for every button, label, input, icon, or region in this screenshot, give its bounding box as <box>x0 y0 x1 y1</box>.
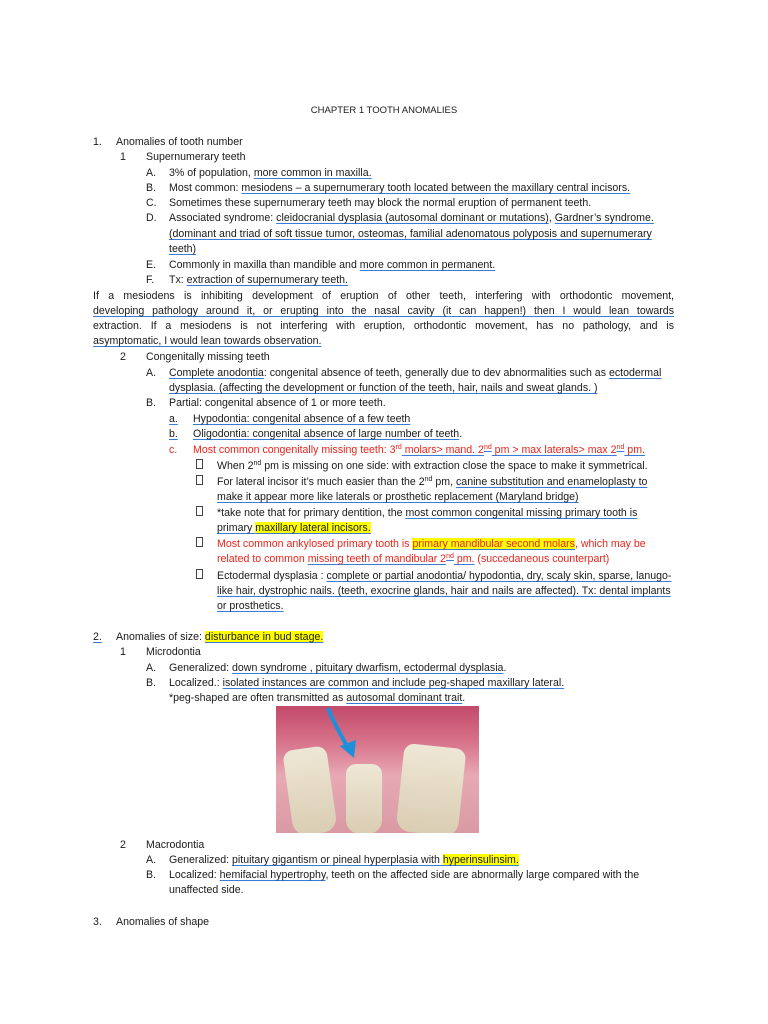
item-D-text: Associated syndrome: cleidocranial dysplasia (autosomal dominant or mutations), Gardner’s syndrome. <box>169 212 654 224</box>
box-bullet-icon <box>196 506 203 516</box>
item-D-marker: D. <box>146 212 157 224</box>
sub-1-label: Supernumerary teeth <box>146 151 246 163</box>
chapter-title: CHAPTER 1 TOOTH ANOMALIES <box>310 105 458 116</box>
item-2A-text: Complete anodontia: congenital absence of teeth, generally due to dev abnormalities such as ectodermal <box>169 367 662 379</box>
item-b-marker: b. <box>169 428 178 440</box>
item-C-text: Sometimes these supernumerary teeth may block the normal eruption of permanent teeth. <box>169 197 592 209</box>
item-F-marker: F. <box>146 274 155 286</box>
macro-A-marker: A. <box>146 854 157 866</box>
bullet-3-text-line2: primary maxillary lateral incisors. <box>217 522 371 534</box>
box-bullet-icon <box>196 537 203 547</box>
sub-micro-label: Microdontia <box>146 646 201 658</box>
item-B-text: Most common: mesiodens – a supernumerary tooth located between the maxillary central incisors. <box>169 182 631 194</box>
bullet-marker <box>196 569 203 583</box>
item-2A-text-line2: dysplasia. (affecting the development or function of the teeth, hair, nails and sweat glands. ) <box>169 382 598 394</box>
bullet-3-text: *take note that for primary dentition, the most common congenital missing primary tooth is <box>217 507 638 519</box>
sub-2-label: Congenitally missing teeth <box>146 351 270 363</box>
box-bullet-icon <box>196 569 203 579</box>
bullet-marker <box>196 506 203 520</box>
sub-macro-label: Macrodontia <box>146 839 205 851</box>
sub-1-number: 1 <box>120 151 126 163</box>
sub-micro-number: 1 <box>120 646 126 658</box>
bullet-5-text: Ectodermal dysplasia : complete or partial anodontia/ hypodontia, dry, scaly skin, sparse, lanugo- <box>217 570 672 582</box>
bullet-2-text-line2: make it appear more like laterals or prosthetic replacement (Maryland bridge) <box>217 491 579 503</box>
bullet-5-text-line3: or prosthetics. <box>217 600 284 612</box>
item-c-text: Most common congenitally missing teeth: 3rd molars> mand. 2nd pm > max laterals> max 2nd pm. <box>193 444 645 456</box>
item-F-text: Tx: extraction of supernumerary teeth. <box>169 274 348 286</box>
item-b-text: Oligodontia: congenital absence of large number of teeth. <box>193 428 463 440</box>
item-E-marker: E. <box>146 259 157 271</box>
item-2B-text: Partial: congenital absence of 1 or more teeth. <box>169 397 386 409</box>
bullet-4-text: Most common ankylosed primary tooth is primary mandibular second molars, which may be <box>217 538 646 550</box>
section-2-number: 2. <box>93 631 102 643</box>
blue-arrow-icon <box>276 706 479 833</box>
micro-B-text: Localized.: isolated instances are common and include peg-shaped maxillary lateral. <box>169 677 565 689</box>
section-1-heading: Anomalies of tooth number <box>116 136 243 148</box>
paragraph-line-4: asymptomatic, I would lean towards observation. <box>93 335 322 347</box>
box-bullet-icon <box>196 475 203 485</box>
bullet-1-text: When 2nd pm is missing on one side: with extraction close the space to make it symmetrical. <box>217 460 648 472</box>
macro-B-marker: B. <box>146 869 157 881</box>
micro-B-marker: B. <box>146 677 157 689</box>
item-C-marker: C. <box>146 197 157 209</box>
bullet-4-text-line2: related to common missing teeth of mandibular 2nd pm. (succedaneous counterpart) <box>217 553 610 565</box>
micro-note: *peg-shaped are often transmitted as autosomal dominant trait. <box>169 692 466 704</box>
sub-macro-number: 2 <box>120 839 126 851</box>
item-E-text: Commonly in maxilla than mandible and more common in permanent. <box>169 259 496 271</box>
bullet-2-text: For lateral incisor it’s much easier than the 2nd pm, canine substitution and enameloplasty to <box>217 476 648 488</box>
item-D-text-line3: teeth) <box>169 243 197 255</box>
bullet-marker <box>196 475 203 489</box>
bullet-marker <box>196 537 203 551</box>
micro-A-marker: A. <box>146 662 157 674</box>
section-1-number: 1. <box>93 136 102 148</box>
bullet-5-text-line2: like hair, dystrophic nails. (teeth, exocrine glands, hair and nails are affected). Tx: dental implants <box>217 585 671 597</box>
item-A-text: 3% of population, more common in maxilla. <box>169 167 372 179</box>
macro-B-text-line2: unaffected side. <box>169 884 244 896</box>
peg-lateral-photo <box>276 706 479 833</box>
sub-2-number: 2 <box>120 351 126 363</box>
box-bullet-icon <box>196 459 203 469</box>
item-B-marker: B. <box>146 182 157 194</box>
item-2B-marker: B. <box>146 397 157 409</box>
section-3-number: 3. <box>93 916 102 928</box>
bullet-marker <box>196 459 203 473</box>
item-D-text-line2: (dominant and triad of soft tissue tumor, osteomas, familial adenomatous polyposis and supernumerary <box>169 228 652 240</box>
macro-A-text: Generalized: pituitary gigantism or pineal hyperplasia with hyperinsulinsim. <box>169 854 519 866</box>
micro-A-text: Generalized: down syndrome , pituitary dwarfism, ectodermal dysplasia. <box>169 662 507 674</box>
paragraph-line-3: extraction. If a mesiodens is not interfering with eruption, orthodontic movement, has no pathology, and is <box>93 320 674 332</box>
item-c-marker: c. <box>169 444 178 456</box>
item-a-marker: a. <box>169 413 178 425</box>
macro-B-text: Localized: hemifacial hypertrophy, teeth on the affected side are abnormally large compared with the <box>169 869 640 881</box>
section-3-heading: Anomalies of shape <box>116 916 210 928</box>
item-2A-marker: A. <box>146 367 157 379</box>
section-2-heading: Anomalies of size: disturbance in bud stage. <box>116 631 324 643</box>
paragraph-line-2: developing pathology around it, or erupting into the nasal cavity (it can happen!) then I would lean towards <box>93 305 674 317</box>
item-a-text: Hypodontia: congenital absence of a few teeth <box>193 413 411 425</box>
paragraph-line-1: If a mesiodens is inhibiting development of eruption of other teeth, interfering with orthodontic movement, <box>93 290 674 302</box>
item-A-marker: A. <box>146 167 157 179</box>
